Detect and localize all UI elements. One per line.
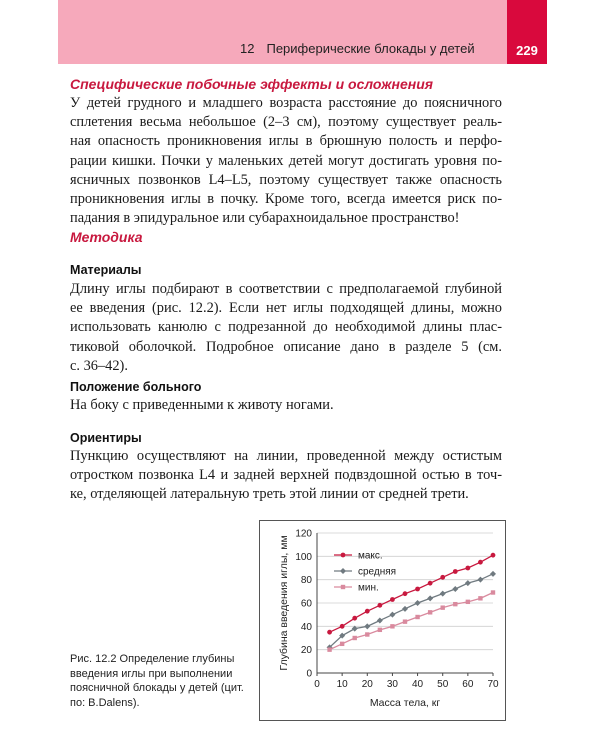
data-point	[491, 553, 496, 558]
x-tick-label: 10	[336, 679, 348, 690]
data-point	[441, 605, 445, 609]
text-line: падания в эпидуральное или субарахноидальное пространство!	[70, 210, 460, 227]
text-line: сплетения весьма небольшое (2–3 см), поэтому существует реаль-	[70, 114, 502, 131]
data-point	[466, 600, 470, 604]
text-line: ее введения (рис. 12.2). Если нет иглы подходящей длины, можно	[70, 300, 502, 317]
legend-label: средняя	[358, 566, 397, 578]
text-line: ная опасность проникновения иглы в брюшную полость и перфо-	[70, 133, 502, 150]
paragraph-patient-position	[70, 396, 502, 415]
data-point	[403, 619, 407, 623]
chart-frame	[259, 520, 506, 721]
x-tick-label: 60	[462, 679, 474, 690]
data-point	[427, 595, 433, 601]
paragraph-side-effects	[70, 94, 502, 228]
data-point	[452, 586, 458, 592]
chapter-number: 12	[240, 41, 255, 56]
paragraph-landmarks	[70, 447, 502, 505]
data-point	[428, 581, 433, 586]
data-point	[415, 600, 421, 606]
chapter-title: Периферические блокады у детей	[266, 41, 475, 56]
y-tick-label: 100	[295, 551, 312, 563]
data-point	[402, 606, 408, 612]
legend-marker	[341, 553, 346, 558]
caption-line: по: B.Dalens).	[70, 696, 140, 709]
y-tick-label: 120	[295, 528, 312, 540]
data-point	[465, 566, 470, 571]
x-tick-label: 20	[361, 679, 373, 690]
y-tick-label: 20	[300, 645, 312, 657]
text-line: отростком позвонка L4 и задней верхней подвздошной остью в точ-	[70, 467, 502, 484]
text-line: проникновения иглы в почку. Кроме того, всегда имеется риск по-	[70, 191, 502, 208]
x-tick-label: 50	[437, 679, 449, 690]
subheading-landmarks: Ориентиры	[70, 431, 142, 445]
data-point	[453, 602, 457, 606]
text-line: с. 36–42).	[70, 357, 128, 374]
data-point	[478, 560, 483, 565]
section-heading-side-effects: Специфические побочные эффекты и осложнения	[70, 76, 434, 92]
figure-caption	[70, 652, 260, 710]
data-point	[340, 642, 344, 646]
data-point	[377, 603, 382, 608]
data-point	[440, 591, 446, 597]
data-point	[415, 587, 420, 592]
legend-marker	[341, 585, 345, 589]
data-point	[327, 647, 331, 651]
legend-label: макс.	[358, 550, 383, 562]
legend-label: мин.	[358, 582, 379, 594]
text-line: использовать канюлю с подрезанной до необходимой длины плас-	[70, 319, 502, 336]
x-tick-label: 0	[314, 679, 320, 690]
subheading-materials: Материалы	[70, 263, 142, 277]
data-point	[365, 609, 370, 614]
data-point	[490, 571, 496, 577]
x-tick-label: 70	[487, 679, 499, 690]
data-point	[465, 580, 471, 586]
data-point	[327, 630, 332, 635]
data-point	[352, 616, 357, 621]
page-number: 229	[516, 43, 538, 58]
data-point	[415, 615, 419, 619]
data-point	[491, 590, 495, 594]
data-point	[403, 591, 408, 596]
data-point	[389, 612, 395, 618]
text-line: Длину иглы подбирают в соответствии с предполагаемой глубиной	[70, 281, 502, 297]
data-point	[390, 597, 395, 602]
data-point	[340, 624, 345, 629]
y-axis-label: Глубина введения иглы, мм	[278, 535, 290, 671]
text-line: Пункцию осуществляют на линии, проведенной между остистым	[70, 448, 502, 464]
data-point	[353, 636, 357, 640]
legend-marker	[340, 568, 346, 574]
running-head	[240, 41, 500, 59]
caption-line: поясничной блокады у детей (цит.	[70, 682, 244, 694]
data-point	[478, 596, 482, 600]
caption-line: Рис. 12.2 Определение глубины	[70, 653, 235, 665]
paragraph-materials	[70, 280, 502, 376]
data-point	[453, 569, 458, 574]
y-tick-label: 40	[300, 621, 312, 633]
x-axis-label: Масса тела, кг	[369, 697, 441, 709]
x-tick-label: 30	[386, 679, 398, 690]
page-number-box	[507, 0, 547, 64]
data-point	[364, 623, 370, 629]
text-line: тиковой оболочкой. Подробное описание дано в разделе 5 (см.	[70, 338, 502, 355]
y-tick-label: 80	[300, 575, 312, 587]
y-tick-label: 0	[306, 668, 312, 680]
text-line: ке, отделяющей латеральную треть этой линии от средней трети.	[70, 486, 469, 503]
y-tick-label: 60	[300, 598, 312, 610]
x-tick-label: 40	[412, 679, 424, 690]
text-line: У детей грудного и младшего возраста расстояние до поясничного	[70, 95, 502, 111]
data-point	[390, 624, 394, 628]
text-line: ясничных позвонков L4–L5, поэтому существует также опасность	[70, 171, 502, 188]
data-point	[477, 577, 483, 583]
needle-depth-chart	[260, 521, 507, 722]
caption-line: введения иглы при выполнении	[70, 667, 233, 680]
data-point	[440, 575, 445, 580]
text-line: рации кишки. Почки у маленьких детей могут достигать уровня по-	[70, 152, 502, 169]
data-point	[377, 618, 383, 624]
text-line: На боку с приведенными к животу ногами.	[70, 397, 334, 413]
data-point	[365, 632, 369, 636]
data-point	[428, 610, 432, 614]
subheading-patient-position: Положение больного	[70, 380, 202, 394]
section-heading-method: Методика	[70, 229, 143, 245]
data-point	[378, 628, 382, 632]
